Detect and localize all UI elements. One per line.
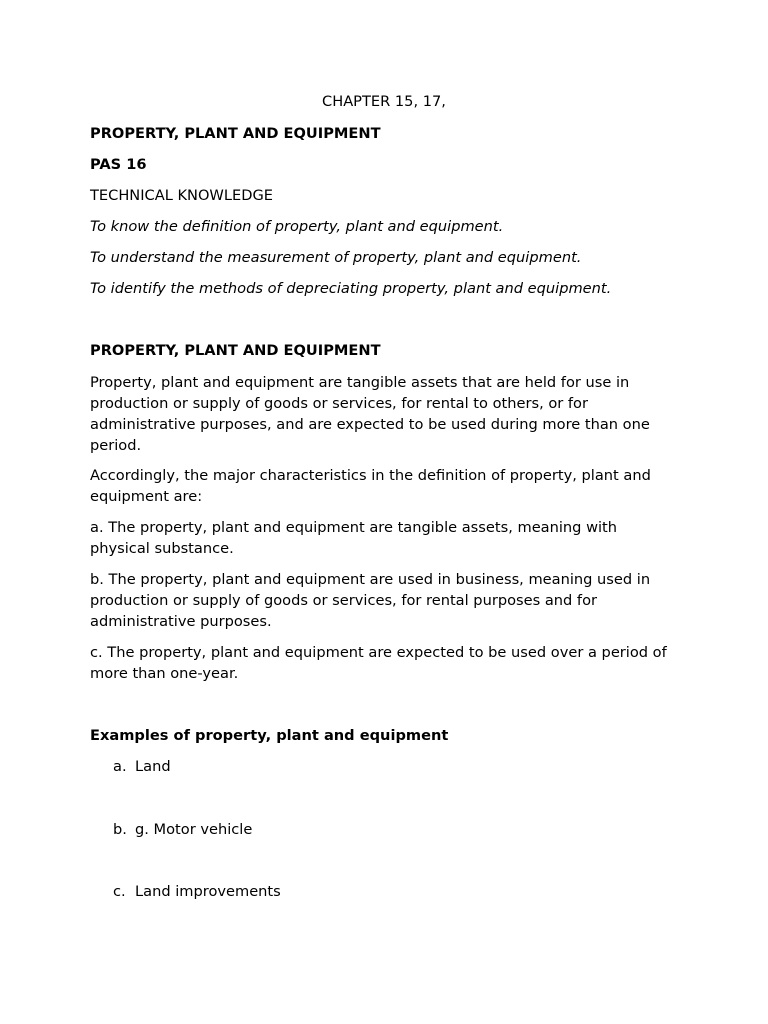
characteristics-intro: Accordingly, the major characteristics in the definition of property, plant and equipment are: [90,467,651,505]
examples-heading: Examples of property, plant and equipment [90,727,449,744]
list-item [113,819,252,840]
document-title: PROPERTY, PLANT AND EQUIPMENT [90,125,381,142]
list-marker: c. [113,883,126,900]
list-item-text: Land improvements [135,883,281,900]
objective-item: To identify the methods of depreciating property, plant and equipment. [90,280,612,297]
section-heading: PROPERTY, PLANT AND EQUIPMENT [90,342,381,359]
list-item-text: Land [135,758,171,775]
standard-label: PAS 16 [90,156,147,173]
characteristic-item: b. The property, plant and equipment are used in business, meaning used in production or supply of goods or services, for rental purposes and for administrative purposes. [90,571,651,630]
definition-paragraph: Property, plant and equipment are tangible assets that are held for use in production or supply of goods or services, for rental to others, or for administrative purposes, and are expected to be used during more than one period. [90,374,650,454]
objectives-heading: TECHNICAL KNOWLEDGE [90,187,273,204]
characteristic-item: a. The property, plant and equipment are tangible assets, meaning with physical substance. [90,519,618,557]
list-item [113,756,171,777]
list-item-text: g. Motor vehicle [135,821,253,838]
list-marker: a. [113,758,127,775]
characteristic-item: c. The property, plant and equipment are expected to be used over a period of more than one-year. [90,644,667,682]
objective-item: To understand the measurement of property, plant and equipment. [90,249,582,266]
chapter-label: CHAPTER 15, 17, [322,93,446,110]
list-item [113,881,281,902]
objective-item: To know the definition of property, plant and equipment. [90,218,504,235]
list-marker: b. [113,821,127,838]
